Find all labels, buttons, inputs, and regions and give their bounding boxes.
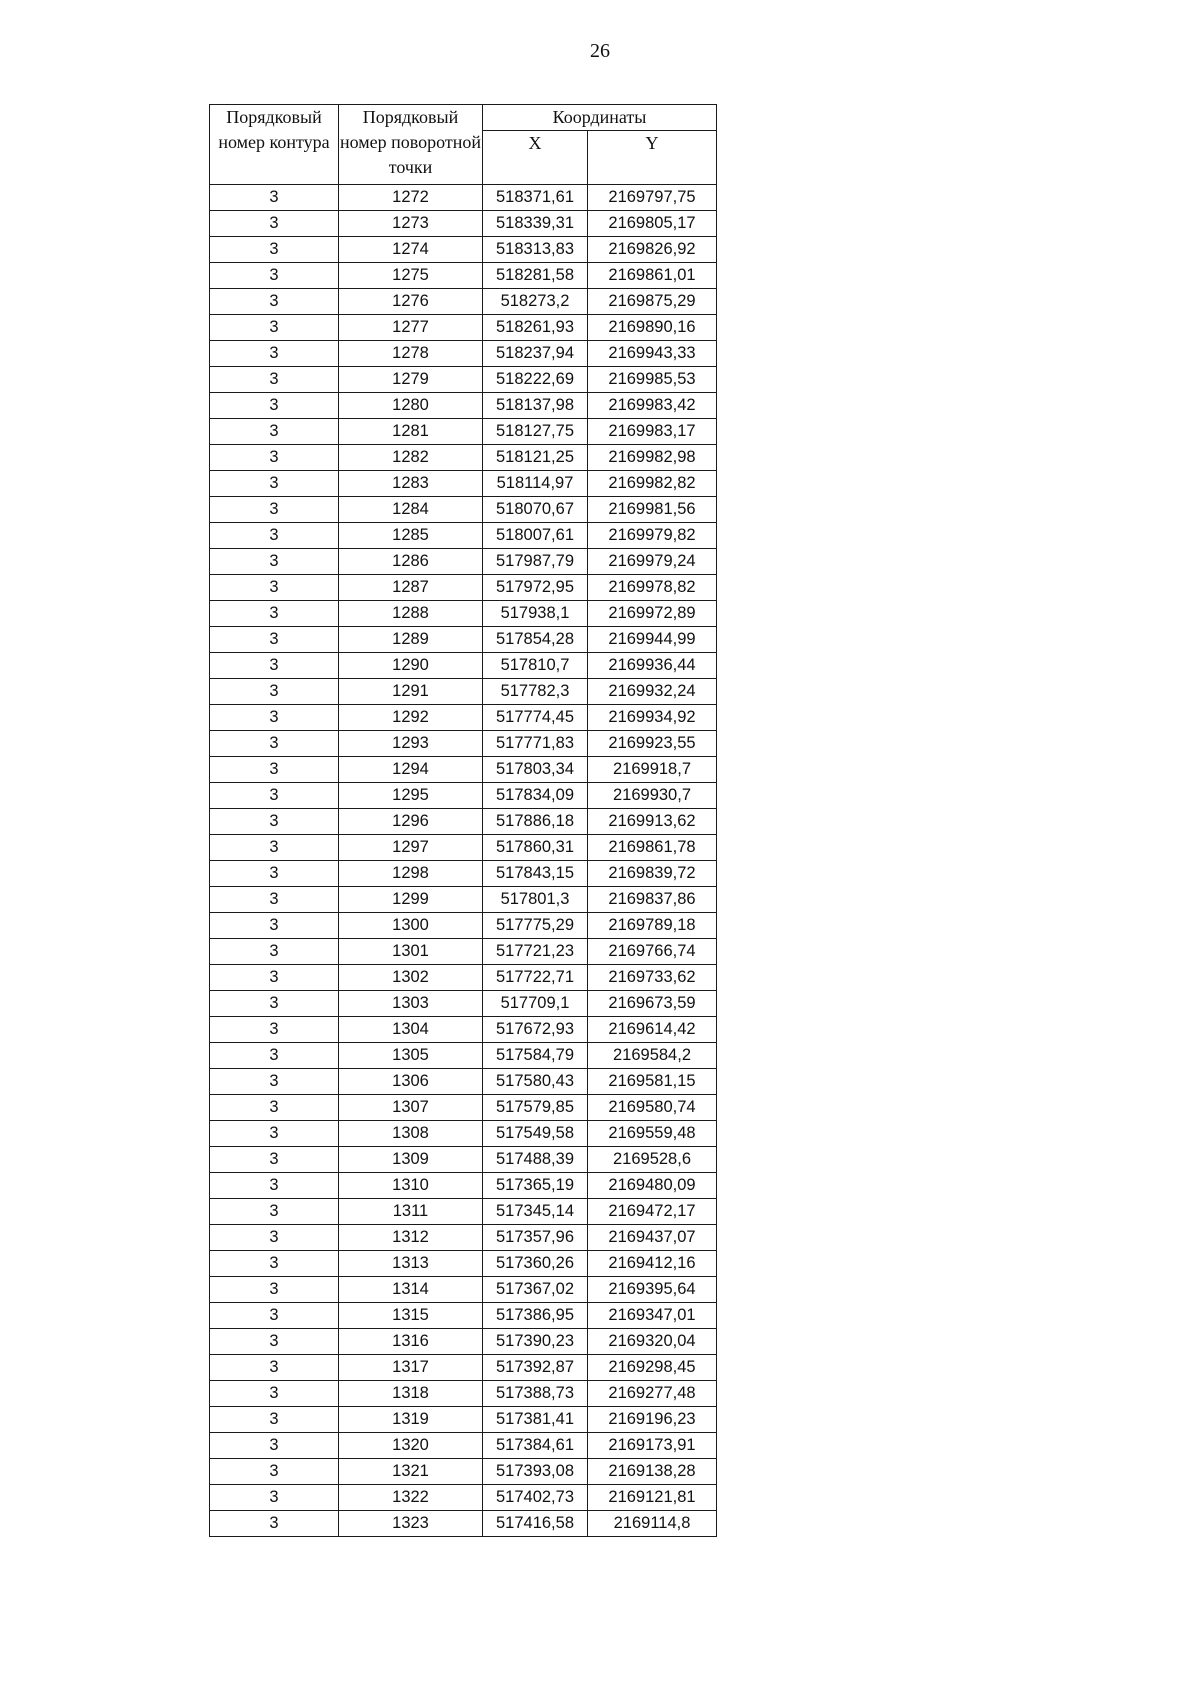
y-cell: 2169173,91 bbox=[588, 1433, 717, 1459]
point-cell: 1309 bbox=[339, 1147, 483, 1173]
contour-cell: 3 bbox=[210, 679, 339, 705]
x-cell: 517886,18 bbox=[483, 809, 588, 835]
contour-cell: 3 bbox=[210, 757, 339, 783]
y-cell: 2169347,01 bbox=[588, 1303, 717, 1329]
x-cell: 517774,45 bbox=[483, 705, 588, 731]
contour-cell: 3 bbox=[210, 393, 339, 419]
contour-cell: 3 bbox=[210, 1277, 339, 1303]
x-cell: 517393,08 bbox=[483, 1459, 588, 1485]
x-cell: 518313,83 bbox=[483, 237, 588, 263]
x-cell: 517360,26 bbox=[483, 1251, 588, 1277]
y-cell: 2169930,7 bbox=[588, 783, 717, 809]
point-cell: 1320 bbox=[339, 1433, 483, 1459]
contour-cell: 3 bbox=[210, 783, 339, 809]
y-cell: 2169614,42 bbox=[588, 1017, 717, 1043]
point-cell: 1304 bbox=[339, 1017, 483, 1043]
table-row bbox=[210, 809, 717, 835]
y-cell: 2169861,01 bbox=[588, 263, 717, 289]
contour-cell: 3 bbox=[210, 731, 339, 757]
contour-cell: 3 bbox=[210, 315, 339, 341]
x-cell: 518281,58 bbox=[483, 263, 588, 289]
table-row bbox=[210, 367, 717, 393]
table-row bbox=[210, 1511, 717, 1537]
y-cell: 2169837,86 bbox=[588, 887, 717, 913]
y-cell: 2169121,81 bbox=[588, 1485, 717, 1511]
point-cell: 1295 bbox=[339, 783, 483, 809]
table-row bbox=[210, 1459, 717, 1485]
y-cell: 2169918,7 bbox=[588, 757, 717, 783]
contour-cell: 3 bbox=[210, 211, 339, 237]
point-cell: 1274 bbox=[339, 237, 483, 263]
contour-cell: 3 bbox=[210, 1459, 339, 1485]
point-cell: 1276 bbox=[339, 289, 483, 315]
table-row bbox=[210, 1381, 717, 1407]
table-row bbox=[210, 185, 717, 211]
x-cell: 517843,15 bbox=[483, 861, 588, 887]
table-row bbox=[210, 991, 717, 1017]
y-cell: 2169983,42 bbox=[588, 393, 717, 419]
table-row bbox=[210, 549, 717, 575]
point-cell: 1300 bbox=[339, 913, 483, 939]
y-cell: 2169480,09 bbox=[588, 1173, 717, 1199]
x-cell: 517834,09 bbox=[483, 783, 588, 809]
table-row bbox=[210, 757, 717, 783]
y-cell: 2169472,17 bbox=[588, 1199, 717, 1225]
point-cell: 1307 bbox=[339, 1095, 483, 1121]
table-row bbox=[210, 1095, 717, 1121]
contour-cell: 3 bbox=[210, 1173, 339, 1199]
contour-cell: 3 bbox=[210, 471, 339, 497]
y-cell: 2169982,82 bbox=[588, 471, 717, 497]
y-cell: 2169412,16 bbox=[588, 1251, 717, 1277]
contour-cell: 3 bbox=[210, 601, 339, 627]
y-cell: 2169923,55 bbox=[588, 731, 717, 757]
contour-cell: 3 bbox=[210, 497, 339, 523]
x-cell: 517488,39 bbox=[483, 1147, 588, 1173]
point-cell: 1286 bbox=[339, 549, 483, 575]
y-cell: 2169972,89 bbox=[588, 601, 717, 627]
y-cell: 2169673,59 bbox=[588, 991, 717, 1017]
point-cell: 1302 bbox=[339, 965, 483, 991]
table-row bbox=[210, 289, 717, 315]
y-cell: 2169861,78 bbox=[588, 835, 717, 861]
table-row bbox=[210, 835, 717, 861]
contour-cell: 3 bbox=[210, 1407, 339, 1433]
contour-cell: 3 bbox=[210, 549, 339, 575]
point-cell: 1278 bbox=[339, 341, 483, 367]
y-cell: 2169985,53 bbox=[588, 367, 717, 393]
point-cell: 1299 bbox=[339, 887, 483, 913]
x-cell: 517402,73 bbox=[483, 1485, 588, 1511]
y-cell: 2169581,15 bbox=[588, 1069, 717, 1095]
y-cell: 2169789,18 bbox=[588, 913, 717, 939]
point-cell: 1308 bbox=[339, 1121, 483, 1147]
header-x: X bbox=[483, 131, 588, 185]
table-row bbox=[210, 523, 717, 549]
y-cell: 2169944,99 bbox=[588, 627, 717, 653]
contour-cell: 3 bbox=[210, 1121, 339, 1147]
point-cell: 1292 bbox=[339, 705, 483, 731]
table-row bbox=[210, 939, 717, 965]
point-cell: 1314 bbox=[339, 1277, 483, 1303]
point-cell: 1280 bbox=[339, 393, 483, 419]
x-cell: 518371,61 bbox=[483, 185, 588, 211]
table-body bbox=[210, 185, 717, 1537]
x-cell: 518273,2 bbox=[483, 289, 588, 315]
table-row bbox=[210, 679, 717, 705]
y-cell: 2169983,17 bbox=[588, 419, 717, 445]
contour-cell: 3 bbox=[210, 861, 339, 887]
x-cell: 518137,98 bbox=[483, 393, 588, 419]
x-cell: 517782,3 bbox=[483, 679, 588, 705]
point-cell: 1291 bbox=[339, 679, 483, 705]
point-cell: 1310 bbox=[339, 1173, 483, 1199]
table-row bbox=[210, 627, 717, 653]
x-cell: 518114,97 bbox=[483, 471, 588, 497]
contour-cell: 3 bbox=[210, 887, 339, 913]
point-cell: 1290 bbox=[339, 653, 483, 679]
x-cell: 517938,1 bbox=[483, 601, 588, 627]
x-cell: 517390,23 bbox=[483, 1329, 588, 1355]
table-row bbox=[210, 237, 717, 263]
y-cell: 2169320,04 bbox=[588, 1329, 717, 1355]
y-cell: 2169298,45 bbox=[588, 1355, 717, 1381]
x-cell: 517416,58 bbox=[483, 1511, 588, 1537]
contour-cell: 3 bbox=[210, 263, 339, 289]
table-row bbox=[210, 211, 717, 237]
point-cell: 1284 bbox=[339, 497, 483, 523]
y-cell: 2169839,72 bbox=[588, 861, 717, 887]
x-cell: 517721,23 bbox=[483, 939, 588, 965]
point-cell: 1293 bbox=[339, 731, 483, 757]
contour-cell: 3 bbox=[210, 965, 339, 991]
table-row bbox=[210, 861, 717, 887]
y-cell: 2169584,2 bbox=[588, 1043, 717, 1069]
contour-cell: 3 bbox=[210, 1199, 339, 1225]
table-row bbox=[210, 575, 717, 601]
contour-cell: 3 bbox=[210, 289, 339, 315]
y-cell: 2169913,62 bbox=[588, 809, 717, 835]
table-row bbox=[210, 1433, 717, 1459]
point-cell: 1312 bbox=[339, 1225, 483, 1251]
x-cell: 518222,69 bbox=[483, 367, 588, 393]
point-cell: 1273 bbox=[339, 211, 483, 237]
table-row bbox=[210, 1355, 717, 1381]
table-row bbox=[210, 601, 717, 627]
table-row bbox=[210, 731, 717, 757]
point-cell: 1298 bbox=[339, 861, 483, 887]
point-cell: 1319 bbox=[339, 1407, 483, 1433]
point-cell: 1289 bbox=[339, 627, 483, 653]
contour-cell: 3 bbox=[210, 1485, 339, 1511]
x-cell: 517381,41 bbox=[483, 1407, 588, 1433]
contour-cell: 3 bbox=[210, 705, 339, 731]
x-cell: 518339,31 bbox=[483, 211, 588, 237]
x-cell: 518121,25 bbox=[483, 445, 588, 471]
header-y: Y bbox=[588, 131, 717, 185]
table-row bbox=[210, 1121, 717, 1147]
point-cell: 1303 bbox=[339, 991, 483, 1017]
coordinates-table bbox=[209, 104, 717, 1537]
table-row bbox=[210, 263, 717, 289]
y-cell: 2169934,92 bbox=[588, 705, 717, 731]
x-cell: 517345,14 bbox=[483, 1199, 588, 1225]
contour-cell: 3 bbox=[210, 523, 339, 549]
x-cell: 517854,28 bbox=[483, 627, 588, 653]
x-cell: 517987,79 bbox=[483, 549, 588, 575]
table-row bbox=[210, 497, 717, 523]
x-cell: 517549,58 bbox=[483, 1121, 588, 1147]
x-cell: 518237,94 bbox=[483, 341, 588, 367]
contour-cell: 3 bbox=[210, 575, 339, 601]
contour-cell: 3 bbox=[210, 1147, 339, 1173]
point-cell: 1313 bbox=[339, 1251, 483, 1277]
y-cell: 2169138,28 bbox=[588, 1459, 717, 1485]
x-cell: 517388,73 bbox=[483, 1381, 588, 1407]
y-cell: 2169559,48 bbox=[588, 1121, 717, 1147]
contour-cell: 3 bbox=[210, 1381, 339, 1407]
y-cell: 2169196,23 bbox=[588, 1407, 717, 1433]
x-cell: 518261,93 bbox=[483, 315, 588, 341]
table-row bbox=[210, 1069, 717, 1095]
y-cell: 2169437,07 bbox=[588, 1225, 717, 1251]
table-row bbox=[210, 1251, 717, 1277]
contour-cell: 3 bbox=[210, 835, 339, 861]
x-cell: 517367,02 bbox=[483, 1277, 588, 1303]
point-cell: 1275 bbox=[339, 263, 483, 289]
y-cell: 2169528,6 bbox=[588, 1147, 717, 1173]
table-row bbox=[210, 1225, 717, 1251]
table-row bbox=[210, 965, 717, 991]
table-row bbox=[210, 1173, 717, 1199]
y-cell: 2169766,74 bbox=[588, 939, 717, 965]
header-coordinates: Координаты bbox=[483, 105, 717, 131]
contour-cell: 3 bbox=[210, 913, 339, 939]
table-row bbox=[210, 419, 717, 445]
contour-cell: 3 bbox=[210, 341, 339, 367]
x-cell: 517579,85 bbox=[483, 1095, 588, 1121]
table-row bbox=[210, 1043, 717, 1069]
table-row bbox=[210, 1277, 717, 1303]
x-cell: 517392,87 bbox=[483, 1355, 588, 1381]
point-cell: 1321 bbox=[339, 1459, 483, 1485]
table-row bbox=[210, 1147, 717, 1173]
y-cell: 2169580,74 bbox=[588, 1095, 717, 1121]
table-row bbox=[210, 1199, 717, 1225]
table-row bbox=[210, 393, 717, 419]
contour-cell: 3 bbox=[210, 237, 339, 263]
x-cell: 517860,31 bbox=[483, 835, 588, 861]
x-cell: 517580,43 bbox=[483, 1069, 588, 1095]
x-cell: 517722,71 bbox=[483, 965, 588, 991]
x-cell: 517972,95 bbox=[483, 575, 588, 601]
contour-cell: 3 bbox=[210, 185, 339, 211]
point-cell: 1279 bbox=[339, 367, 483, 393]
contour-cell: 3 bbox=[210, 939, 339, 965]
contour-cell: 3 bbox=[210, 1095, 339, 1121]
point-cell: 1287 bbox=[339, 575, 483, 601]
y-cell: 2169875,29 bbox=[588, 289, 717, 315]
y-cell: 2169277,48 bbox=[588, 1381, 717, 1407]
contour-cell: 3 bbox=[210, 1225, 339, 1251]
point-cell: 1281 bbox=[339, 419, 483, 445]
x-cell: 518070,67 bbox=[483, 497, 588, 523]
contour-cell: 3 bbox=[210, 991, 339, 1017]
point-cell: 1285 bbox=[339, 523, 483, 549]
point-cell: 1296 bbox=[339, 809, 483, 835]
table-row bbox=[210, 653, 717, 679]
contour-cell: 3 bbox=[210, 809, 339, 835]
y-cell: 2169114,8 bbox=[588, 1511, 717, 1537]
point-cell: 1322 bbox=[339, 1485, 483, 1511]
y-cell: 2169979,82 bbox=[588, 523, 717, 549]
x-cell: 517810,7 bbox=[483, 653, 588, 679]
point-cell: 1294 bbox=[339, 757, 483, 783]
table-row bbox=[210, 1485, 717, 1511]
x-cell: 517771,83 bbox=[483, 731, 588, 757]
point-cell: 1277 bbox=[339, 315, 483, 341]
y-cell: 2169978,82 bbox=[588, 575, 717, 601]
table-row bbox=[210, 315, 717, 341]
y-cell: 2169932,24 bbox=[588, 679, 717, 705]
contour-cell: 3 bbox=[210, 653, 339, 679]
y-cell: 2169936,44 bbox=[588, 653, 717, 679]
point-cell: 1316 bbox=[339, 1329, 483, 1355]
x-cell: 517801,3 bbox=[483, 887, 588, 913]
x-cell: 517384,61 bbox=[483, 1433, 588, 1459]
point-cell: 1301 bbox=[339, 939, 483, 965]
contour-cell: 3 bbox=[210, 1433, 339, 1459]
contour-cell: 3 bbox=[210, 445, 339, 471]
point-cell: 1317 bbox=[339, 1355, 483, 1381]
table-row bbox=[210, 1303, 717, 1329]
contour-cell: 3 bbox=[210, 627, 339, 653]
point-cell: 1305 bbox=[339, 1043, 483, 1069]
contour-cell: 3 bbox=[210, 1511, 339, 1537]
table-row bbox=[210, 783, 717, 809]
table-row bbox=[210, 445, 717, 471]
point-cell: 1283 bbox=[339, 471, 483, 497]
point-cell: 1306 bbox=[339, 1069, 483, 1095]
header-contour-number: Порядковый номер контура bbox=[210, 105, 339, 185]
point-cell: 1315 bbox=[339, 1303, 483, 1329]
x-cell: 517775,29 bbox=[483, 913, 588, 939]
y-cell: 2169943,33 bbox=[588, 341, 717, 367]
contour-cell: 3 bbox=[210, 1303, 339, 1329]
contour-cell: 3 bbox=[210, 1355, 339, 1381]
table-header-row bbox=[210, 105, 717, 131]
table-row bbox=[210, 1329, 717, 1355]
contour-cell: 3 bbox=[210, 1251, 339, 1277]
point-cell: 1297 bbox=[339, 835, 483, 861]
point-cell: 1323 bbox=[339, 1511, 483, 1537]
contour-cell: 3 bbox=[210, 367, 339, 393]
table-row bbox=[210, 341, 717, 367]
x-cell: 517386,95 bbox=[483, 1303, 588, 1329]
contour-cell: 3 bbox=[210, 1329, 339, 1355]
table-row bbox=[210, 471, 717, 497]
point-cell: 1311 bbox=[339, 1199, 483, 1225]
y-cell: 2169890,16 bbox=[588, 315, 717, 341]
header-point-number: Порядковый номер поворотной точки bbox=[339, 105, 483, 185]
x-cell: 517584,79 bbox=[483, 1043, 588, 1069]
x-cell: 517803,34 bbox=[483, 757, 588, 783]
x-cell: 518127,75 bbox=[483, 419, 588, 445]
y-cell: 2169982,98 bbox=[588, 445, 717, 471]
contour-cell: 3 bbox=[210, 1069, 339, 1095]
x-cell: 517672,93 bbox=[483, 1017, 588, 1043]
contour-cell: 3 bbox=[210, 419, 339, 445]
point-cell: 1288 bbox=[339, 601, 483, 627]
x-cell: 518007,61 bbox=[483, 523, 588, 549]
point-cell: 1318 bbox=[339, 1381, 483, 1407]
contour-cell: 3 bbox=[210, 1017, 339, 1043]
y-cell: 2169733,62 bbox=[588, 965, 717, 991]
contour-cell: 3 bbox=[210, 1043, 339, 1069]
y-cell: 2169395,64 bbox=[588, 1277, 717, 1303]
y-cell: 2169826,92 bbox=[588, 237, 717, 263]
point-cell: 1282 bbox=[339, 445, 483, 471]
point-cell: 1272 bbox=[339, 185, 483, 211]
y-cell: 2169805,17 bbox=[588, 211, 717, 237]
x-cell: 517709,1 bbox=[483, 991, 588, 1017]
table-row bbox=[210, 913, 717, 939]
table-row bbox=[210, 705, 717, 731]
table-row bbox=[210, 1407, 717, 1433]
y-cell: 2169979,24 bbox=[588, 549, 717, 575]
x-cell: 517365,19 bbox=[483, 1173, 588, 1199]
table-row bbox=[210, 1017, 717, 1043]
x-cell: 517357,96 bbox=[483, 1225, 588, 1251]
table-row bbox=[210, 887, 717, 913]
page-number: 26 bbox=[590, 40, 610, 62]
y-cell: 2169981,56 bbox=[588, 497, 717, 523]
y-cell: 2169797,75 bbox=[588, 185, 717, 211]
